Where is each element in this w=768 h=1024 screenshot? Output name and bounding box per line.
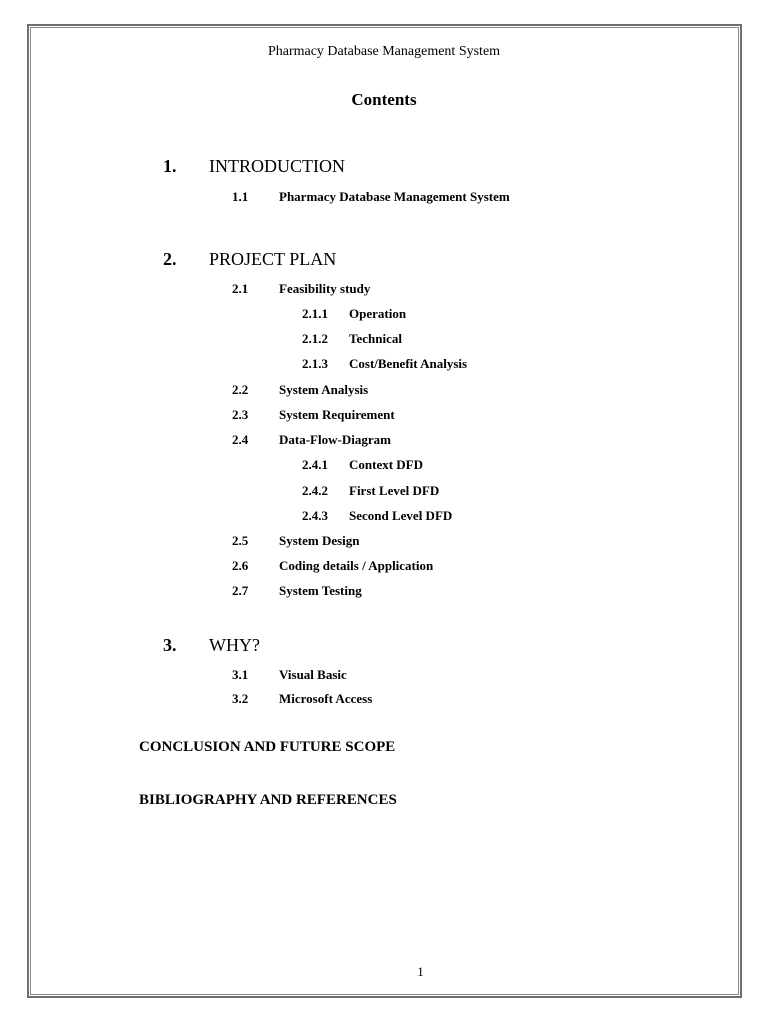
toc-subentry-number: 2.1.2	[302, 331, 328, 346]
toc-entry-number: 2.6	[232, 558, 249, 573]
toc-entry-number: 3.2	[232, 691, 249, 706]
toc-entry-number: 2.7	[232, 583, 249, 598]
toc-entry-number: 2.1	[232, 281, 249, 296]
toc-entry-number: 2.4	[232, 432, 249, 447]
toc-entry-title: System Analysis	[279, 382, 369, 397]
section-number: 2.	[163, 249, 177, 269]
toc-subentry-number: 2.4.3	[302, 508, 328, 523]
toc-subentry-title: Operation	[349, 306, 407, 321]
toc-entry-title: System Design	[279, 533, 360, 548]
page-number: 1	[417, 964, 424, 979]
conclusion-heading: CONCLUSION AND FUTURE SCOPE	[139, 739, 396, 755]
bibliography-heading: BIBLIOGRAPHY AND REFERENCES	[139, 792, 397, 808]
running-header: Pharmacy Database Management System	[267, 44, 501, 59]
toc-entry-title: Data-Flow-Diagram	[279, 432, 391, 447]
toc-subentry-title: Second Level DFD	[349, 508, 453, 523]
toc-entry-number: 1.1	[232, 189, 249, 204]
toc-entry-title: Coding details / Application	[279, 558, 434, 573]
toc-entry-title: Microsoft Access	[279, 691, 373, 706]
section-title-introduction: INTRODUCTION	[209, 156, 345, 176]
toc-entry-number: 2.3	[232, 407, 249, 422]
toc-subentry-number: 2.1.3	[302, 356, 328, 371]
section-number: 1.	[163, 156, 177, 176]
toc-subentry-title: Cost/Benefit Analysis	[349, 356, 468, 371]
toc-entry-number: 2.5	[232, 533, 249, 548]
toc-entry-title: Pharmacy Database Management System	[279, 189, 510, 204]
toc-entry-number: 2.2	[232, 382, 249, 397]
toc-subentry-number: 2.4.1	[302, 457, 328, 472]
contents-title: Contents	[351, 90, 417, 109]
toc-subentry-title: Technical	[349, 331, 402, 346]
section-title-why: WHY?	[209, 635, 260, 655]
toc-entry-title: Feasibility study	[279, 281, 371, 296]
section-number: 3.	[163, 635, 177, 655]
toc-subentry-number: 2.4.2	[302, 483, 328, 498]
toc-entry-title: Visual Basic	[279, 667, 347, 682]
toc-subentry-title: First Level DFD	[349, 483, 440, 498]
toc-subentry-number: 2.1.1	[302, 306, 328, 321]
section-title-project-plan: PROJECT PLAN	[209, 249, 337, 269]
toc-entry-title: System Testing	[279, 583, 362, 598]
toc-entry-number: 3.1	[232, 667, 249, 682]
toc-subentry-title: Context DFD	[349, 457, 424, 472]
toc-entry-title: System Requirement	[279, 407, 395, 422]
